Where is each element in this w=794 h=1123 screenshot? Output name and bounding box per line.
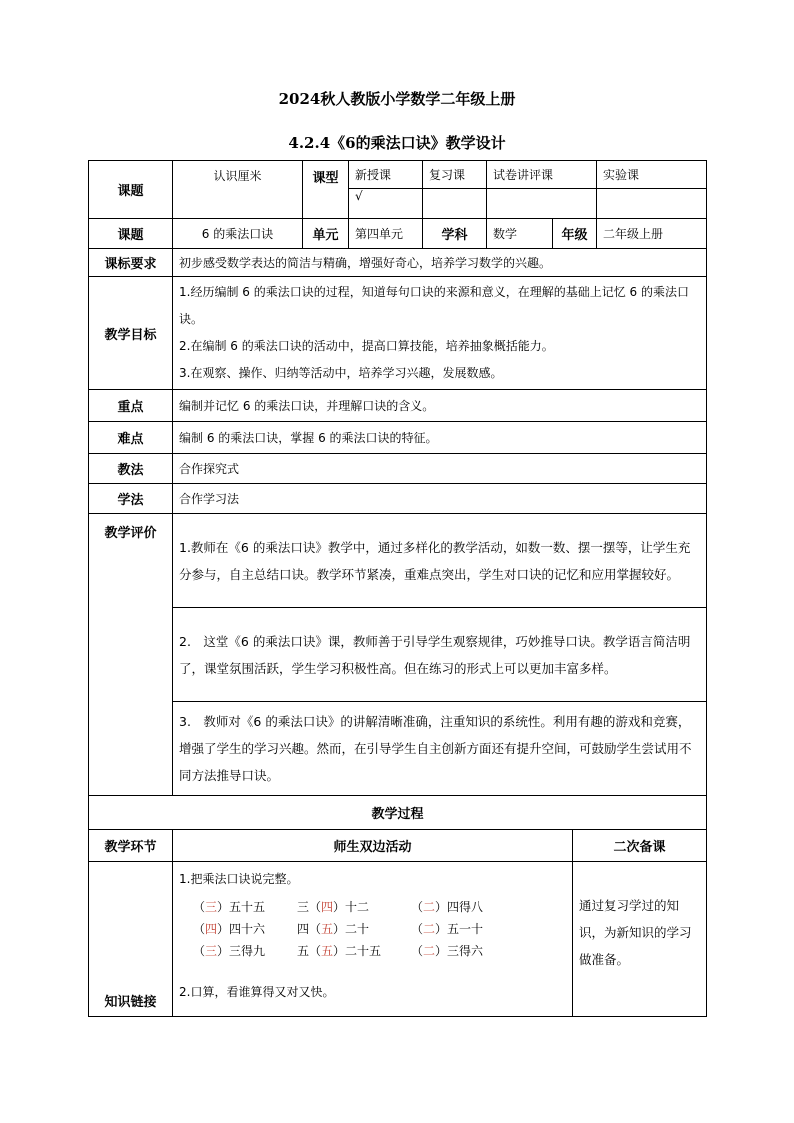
- label-zhishi: 知识链接: [89, 862, 173, 1017]
- process-title: 教学过程: [89, 796, 707, 830]
- oral-cell: （二）四得八: [411, 900, 484, 914]
- kexing-check: √: [349, 189, 423, 219]
- oral-answer: 五: [321, 944, 334, 958]
- pingjia-item-2: 2. 这堂《6 的乘法口诀》课，教师善于引导学生观察规律，巧妙推导口诀。教学语言简洁明了，课堂氛围活跃，学生学习积极性高。但在练习的形式上可以更加丰富多样。: [173, 608, 707, 702]
- pingjia-item-1: 1.教师在《6 的乘法口诀》教学中，通过多样化的教学活动，如数一数、摆一摆等，让学生充分参与，自主总结口诀。教学环节紧凑，重难点突出，学生对口诀的记忆和应用掌握较好。: [173, 514, 707, 608]
- oral-text: 四（: [297, 922, 322, 936]
- oral-cell: [297, 897, 411, 917]
- oral-cell: （四）四十六: [193, 922, 266, 936]
- oral-text: 四十六: [229, 922, 266, 936]
- oral-cell: （二）三得六: [411, 944, 484, 958]
- exercise-item-1: 1.把乘法口诀说完整。: [179, 872, 299, 886]
- oral-cell: （三）三得九: [193, 944, 266, 958]
- label-nandian: 难点: [89, 422, 173, 454]
- oral-grid: [179, 897, 566, 961]
- oral-text: 五一十: [447, 922, 484, 936]
- process-col-3: 二次备课: [573, 830, 707, 862]
- process-col-2: 师生双边活动: [173, 830, 573, 862]
- oral-answer: 二: [423, 922, 436, 936]
- nianji-value: 二年级上册: [597, 219, 707, 249]
- keti-value-1: 认识厘米: [173, 161, 303, 219]
- oral-text: 三得九: [229, 944, 266, 958]
- oral-cell: [297, 941, 411, 961]
- oral-cell: （二）五一十: [411, 922, 484, 936]
- kexing-option-2: 复习课: [423, 161, 487, 189]
- oral-answer: 二: [423, 900, 436, 914]
- oral-row: [193, 897, 566, 917]
- oral-cell: [297, 919, 411, 939]
- oral-text: ）二十: [333, 922, 370, 936]
- lesson-plan-table: [88, 160, 707, 1017]
- xuefa-text: 合作学习法: [173, 484, 707, 514]
- mubiao-item-2: 2.在编制 6 的乘法口诀的活动中，提高口算技能，培养抽象概括能力。: [179, 339, 554, 353]
- nandian-text: 编制 6 的乘法口诀，掌握 6 的乘法口诀的特征。: [173, 422, 707, 454]
- oral-answer: 三: [205, 900, 218, 914]
- oral-text: 五十五: [229, 900, 266, 914]
- mubiao-item-3: 3.在观察、操作、归纳等活动中，培养学习兴趣，发展数感。: [179, 366, 503, 380]
- oral-text: 五（: [297, 944, 322, 958]
- label-keti: 课题: [89, 161, 173, 219]
- kexing-option-1: 新授课: [349, 161, 423, 189]
- label-nianji: 年级: [553, 219, 597, 249]
- document-title: 2024秋人教版小学数学二年级上册: [278, 90, 516, 108]
- label-jiaofa: 教法: [89, 454, 173, 484]
- second-prep-note: 通过复习学过的知识，为新知识的学习做准备。: [573, 862, 707, 1017]
- oral-row: [193, 919, 566, 939]
- kebiao-text: 初步感受数学表达的简洁与精确，增强好奇心，培养学习数学的兴趣。: [173, 249, 707, 277]
- jiaofa-text: 合作探究式: [173, 454, 707, 484]
- process-col-1: 教学环节: [89, 830, 173, 862]
- oral-answer: 三: [205, 944, 218, 958]
- oral-text: 三（: [297, 900, 322, 914]
- oral-text: ）二十五: [333, 944, 382, 958]
- zhongdian-text: 编制并记忆 6 的乘法口诀，并理解口诀的含义。: [173, 390, 707, 422]
- oral-answer: 四: [321, 900, 334, 914]
- oral-answer: 五: [321, 922, 334, 936]
- xueke-value: 数学: [487, 219, 553, 249]
- label-xueke: 学科: [423, 219, 487, 249]
- exercise-item-2: 2.口算，看谁算得又对又快。: [179, 985, 335, 999]
- oral-row: [193, 941, 566, 961]
- kexing-option-4: 实验课: [597, 161, 707, 189]
- label-mubiao: 教学目标: [89, 277, 173, 390]
- label-kebiao: 课标要求: [89, 249, 173, 277]
- oral-answer: 二: [423, 944, 436, 958]
- kexing-option-3: 试卷讲评课: [487, 161, 597, 189]
- label-pingjia: 教学评价: [89, 514, 173, 796]
- label-danyuan: 单元: [303, 219, 349, 249]
- label-keti-2: 课题: [89, 219, 173, 249]
- mubiao-item-1: 1.经历编制 6 的乘法口诀的过程，知道每句口诀的来源和意义，在理解的基础上记忆 6 的乘法口诀。: [179, 285, 689, 326]
- oral-answer: 四: [205, 922, 218, 936]
- pingjia-item-3: 3. 教师对《6 的乘法口诀》的讲解清晰准确，注重知识的系统性。利用有趣的游戏和竞赛，增强了学生的学习兴趣。然而，在引导学生自主创新方面还有提升空间，可鼓励学生尝试用不同方法推导口诀。: [173, 702, 707, 796]
- document-subtitle: 4.2.4《6的乘法口诀》教学设计: [288, 134, 506, 152]
- label-xuefa: 学法: [89, 484, 173, 514]
- oral-text: 三得六: [447, 944, 484, 958]
- oral-text: 四得八: [447, 900, 484, 914]
- oral-cell: （三）五十五: [193, 900, 266, 914]
- label-zhongdian: 重点: [89, 390, 173, 422]
- danyuan-value: 第四单元: [349, 219, 423, 249]
- oral-text: ）十二: [333, 900, 370, 914]
- keti-value-2: 6 的乘法口诀: [173, 219, 303, 249]
- label-kexing: 课型: [303, 161, 349, 219]
